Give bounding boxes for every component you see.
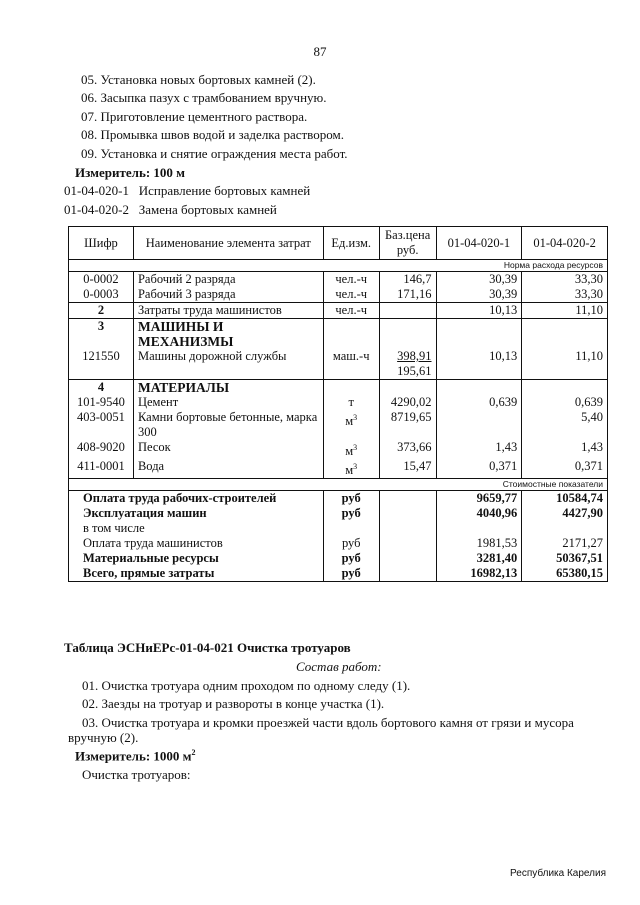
summary-value-1: 9659,77 [436,491,522,507]
summary-name: Эксплуатация машин [69,506,324,521]
work-item: 06. Засыпка пазух с трамбованием вручную. [81,90,327,105]
summary-name: в том числе [69,521,324,536]
row-unit [323,410,379,440]
empty-cell [379,566,436,582]
summary-value-1: 16982,13 [436,566,522,582]
table-row [69,303,608,319]
row-name: Песок [133,440,323,459]
row-unit [323,459,379,479]
row-value-2: 1,43 [522,440,608,459]
row-name: Цемент [133,395,323,410]
row-value-1: 30,39 [436,272,522,288]
empty-cell [522,319,608,350]
code-line [64,202,277,218]
table2-title: Таблица ЭСНиЕРс-01-04-021 Очистка тротуаров [64,640,351,655]
unit-superscript: 3 [353,443,358,452]
page-number: 87 [313,44,327,59]
code-name: Замена бортовых камней [138,202,277,217]
row-name: Камни бортовые бетонные, марка 300 [133,410,323,440]
meter-bottom [75,748,196,764]
summary-name: Оплата труда машинистов [69,536,324,551]
row-code: 408-9020 [69,440,134,459]
norm-label: Норма расхода ресурсов [69,260,608,272]
row-name: Затраты труда машинистов [133,303,323,319]
table-row [69,410,608,440]
row-name: Рабочий 2 разряда [133,272,323,288]
row-value-2: 0,371 [522,459,608,479]
row-value-2: 5,40 [522,410,608,440]
summary-value-2: 50367,51 [522,551,608,566]
summary-name: Оплата труда рабочих-строителей [69,491,324,507]
summary-unit: руб [323,536,379,551]
empty-cell [323,380,379,396]
row-price: 8719,65 [379,410,436,440]
row-value-1: 10,13 [436,303,522,319]
work-item: 02. Заезды на тротуар и развороты в конце участка (1). [82,696,385,711]
empty-cell [379,380,436,396]
row-value-1: 0,371 [436,459,522,479]
group-header-row [69,319,608,350]
row-value-2: 0,639 [522,395,608,410]
price-main: 398,91 [397,349,432,363]
row-value-1: 30,39 [436,287,522,303]
row-value-1 [436,410,522,440]
empty-cell [522,380,608,396]
row-code: 101-9540 [69,395,134,410]
meter-bottom-superscript: 2 [191,748,196,757]
meter-top: Измеритель: 100 м [75,165,186,180]
header-unit: Ед.изм. [323,227,379,260]
summary-name: Всего, прямые затраты [69,566,324,582]
empty-cell [436,319,522,350]
row-name: Вода [133,459,323,479]
summary-unit: руб [323,566,379,582]
empty-cell [436,380,522,396]
code-id: 01-04-020-1 [64,183,129,198]
work-item: 09. Установка и снятие ограждения места работ. [81,146,348,161]
code-name: Исправление бортовых камней [138,183,311,198]
row-price: 171,16 [379,287,436,303]
row-code: 0-0002 [69,272,134,288]
empty-cell [323,319,379,350]
work-item: вручную (2). [68,730,139,745]
summary-unit: руб [323,551,379,566]
table-header-row [69,227,608,260]
row-value-2: 33,30 [522,287,608,303]
summary-value-1: 3281,40 [436,551,522,566]
norm-label-row [69,260,608,272]
sidewalk-cleaning-label: Очистка тротуаров: [82,767,191,782]
summary-value-2: 4427,90 [522,506,608,521]
empty-cell [323,521,379,536]
row-value-1: 1,43 [436,440,522,459]
row-price [379,303,436,319]
unit-text: м [345,444,354,459]
table-row [69,459,608,479]
header-col1: 01-04-020-1 [436,227,522,260]
row-code: 403-0051 [69,410,134,440]
footer-region: Республика Карелия [510,868,606,879]
unit-superscript: 3 [353,462,358,472]
group-code: 4 [69,380,134,396]
summary-row [69,536,608,551]
summary-value-2: 65380,15 [522,566,608,582]
header-code: Шифр [69,227,134,260]
row-code: 121550 [69,349,134,380]
row-price [379,349,436,380]
summary-row [69,491,608,507]
summary-value-2: 10584,74 [522,491,608,507]
empty-cell [522,521,608,536]
row-code: 0-0003 [69,287,134,303]
cost-label: Стоимостные показатели [69,479,608,491]
row-code: 411-0001 [69,459,134,479]
summary-value-1: 1981,53 [436,536,522,551]
table-row [69,287,608,303]
work-item: 01. Очистка тротуара одним проходом по одному следу (1). [82,678,411,693]
cost-label-row [69,479,608,491]
price-secondary: 195,61 [397,364,432,378]
row-unit: чел.-ч [323,272,379,288]
group-name: МАТЕРИАЛЫ [133,380,323,396]
summary-unit: руб [323,506,379,521]
summary-value-1: 4040,96 [436,506,522,521]
row-unit: маш.-ч [323,349,379,380]
header-price: Баз.цена руб. [379,227,436,260]
table-row [69,395,608,410]
row-code: 2 [69,303,134,319]
unit-text: т [348,395,354,409]
work-item: 05. Установка новых бортовых камней (2). [81,72,316,87]
row-price: 15,47 [379,459,436,479]
unit-superscript: 3 [353,413,358,422]
empty-cell [379,491,436,507]
row-name: Рабочий 3 разряда [133,287,323,303]
group-name: МАШИНЫ И МЕХАНИЗМЫ [133,319,323,350]
work-item: 08. Промывка швов водой и заделка раствором. [81,127,344,142]
unit-text: м [345,414,354,429]
summary-row [69,551,608,566]
summary-value-2: 2171,27 [522,536,608,551]
work-item: 07. Приготовление цементного раствора. [81,109,308,124]
row-name: Машины дорожной службы [133,349,323,380]
row-value-2: 11,10 [522,349,608,380]
group-code: 3 [69,319,134,350]
header-col2: 01-04-020-2 [522,227,608,260]
summary-row [69,566,608,582]
summary-row [69,506,608,521]
summary-unit: руб [323,491,379,507]
table-row [69,349,608,380]
resources-table [68,226,608,582]
empty-cell [379,551,436,566]
row-unit: чел.-ч [323,287,379,303]
empty-cell [379,319,436,350]
row-price: 4290,02 [379,395,436,410]
row-unit: чел.-ч [323,303,379,319]
row-unit [323,440,379,459]
row-value-1: 0,639 [436,395,522,410]
composition-title: Состав работ: [296,659,382,674]
row-value-1: 10,13 [436,349,522,380]
unit-text: м [345,463,354,478]
empty-cell [379,506,436,521]
code-id: 01-04-020-2 [64,202,129,217]
row-value-2: 11,10 [522,303,608,319]
summary-row [69,521,608,536]
header-name: Наименование элемента затрат [133,227,323,260]
table-row [69,272,608,288]
empty-cell [436,521,522,536]
work-item: 03. Очистка тротуара и кромки проезжей части вдоль бортового камня от грязи и мусора [82,715,574,730]
row-price: 146,7 [379,272,436,288]
code-line [64,183,310,199]
group-header-row [69,380,608,396]
meter-bottom-text: Измеритель: 1000 м [75,748,192,764]
row-value-2: 33,30 [522,272,608,288]
table-row [69,440,608,459]
empty-cell [379,521,436,536]
summary-name: Материальные ресурсы [69,551,324,566]
row-unit [323,395,379,410]
row-price: 373,66 [379,440,436,459]
empty-cell [379,536,436,551]
